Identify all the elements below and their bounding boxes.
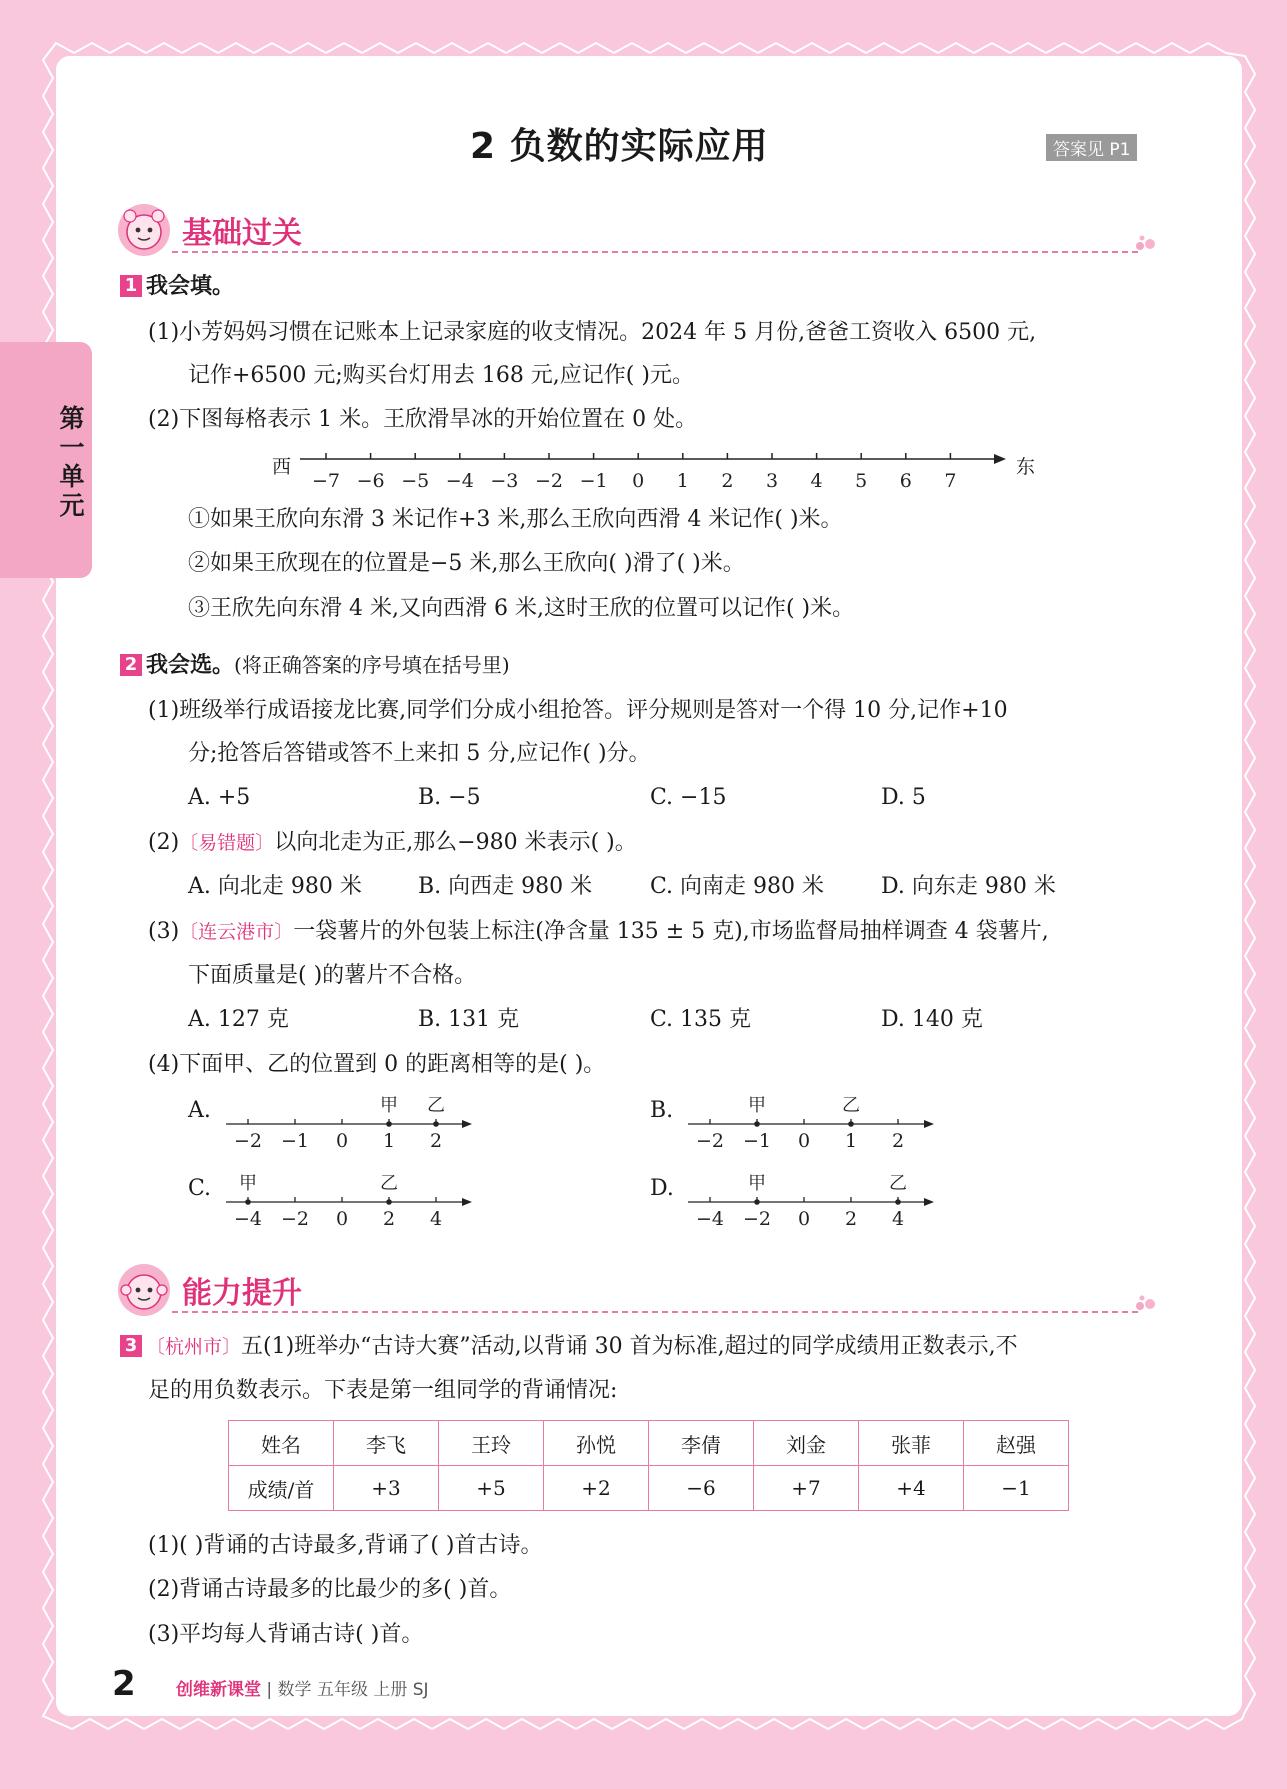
q3-line1: 3 〔杭州市〕五(1)班举办“古诗大赛”活动,以背诵 30 首为标准,超过的同学成绩用正数表示,不 xyxy=(120,1332,1018,1362)
q2-p3-line2: 下面质量是( )的薯片不合格。 xyxy=(188,963,477,988)
tag-hangzhou: 〔杭州市〕 xyxy=(146,1336,242,1358)
numline-tick-label: 6 xyxy=(899,470,912,492)
numline-tick-label: −3 xyxy=(490,470,519,492)
table-cell: +3 xyxy=(334,1466,439,1511)
axis-tick-label: 2 xyxy=(382,1208,396,1230)
q3-s2: (2)背诵古诗最多的比最少的多( )首。 xyxy=(148,1577,512,1602)
numline-tick-label: −7 xyxy=(311,470,341,492)
table-cell: 姓名 xyxy=(229,1421,334,1466)
numline-tick-label: 5 xyxy=(855,470,868,492)
section-title-basic: 基础过关 xyxy=(182,216,302,251)
axis-tick-label: −2 xyxy=(280,1208,310,1230)
point-label-yi: 乙 xyxy=(889,1173,907,1194)
q3-line2: 足的用负数表示。下表是第一组同学的背诵情况: xyxy=(148,1378,618,1403)
q2-p1-option-d: D. 5 xyxy=(881,785,926,810)
table-cell: +4 xyxy=(859,1466,964,1511)
axis-tick-label: 2 xyxy=(844,1208,858,1230)
point-yi xyxy=(895,1199,901,1205)
axis-arrow-icon xyxy=(924,1198,934,1206)
table-row xyxy=(229,1466,1069,1511)
section-divider-2 xyxy=(172,1311,1138,1313)
axis-tick-label: −2 xyxy=(233,1130,263,1152)
page-number: 2 xyxy=(112,1664,136,1704)
axis-tick-label: 4 xyxy=(429,1208,443,1230)
q1-s1: ①如果王欣向东滑 3 米记作+3 米,那么王欣向西滑 4 米记作( )米。 xyxy=(188,507,843,532)
axis-tick-label: −2 xyxy=(742,1208,772,1230)
score-table xyxy=(228,1420,1069,1511)
q1-p1-line1: (1)小芳妈妈习惯在记账本上记录家庭的收支情况。2024 年 5 月份,爸爸工资收入 6500 元, xyxy=(148,320,1037,345)
axis-tick-label: −2 xyxy=(695,1130,725,1152)
numline-tick-label: 3 xyxy=(765,470,779,492)
q1-s3: ③王欣先向东滑 4 米,又向西滑 6 米,这时王欣的位置可以记作( )米。 xyxy=(188,596,855,621)
axis-tick-label: 1 xyxy=(844,1130,858,1152)
q3-number: 3 xyxy=(120,1335,142,1357)
point-yi xyxy=(433,1121,439,1127)
table-cell: −1 xyxy=(964,1466,1069,1511)
q1-p2: (2)下图每格表示 1 米。王欣滑旱冰的开始位置在 0 处。 xyxy=(148,407,698,432)
point-jia xyxy=(754,1199,760,1205)
axis-tick-label: 0 xyxy=(797,1208,811,1230)
q2-p4-label-b: B. xyxy=(650,1098,674,1123)
point-label-yi: 乙 xyxy=(380,1173,398,1194)
point-jia xyxy=(754,1121,760,1127)
q2-p4-label-c: C. xyxy=(188,1176,212,1201)
table-row xyxy=(229,1421,1069,1466)
table-cell: 成绩/首 xyxy=(229,1466,334,1511)
axis-tick-label: 0 xyxy=(797,1130,811,1152)
numline-tick-label: −2 xyxy=(534,470,564,492)
axis-tick-label: 0 xyxy=(335,1130,349,1152)
table-cell: +5 xyxy=(439,1466,544,1511)
axis-arrow-icon xyxy=(924,1120,934,1128)
footer-info: 创维新课堂 | 数学 五年级 上册 SJ xyxy=(176,1680,429,1700)
table-cell: −6 xyxy=(649,1466,754,1511)
q2-p3-line1: (3)〔连云港市〕一袋薯片的外包装上标注(净含量 135 ± 5 克),市场监督局抽样调查 4 袋薯片, xyxy=(148,919,1049,944)
q2-p2-option-c: C. 向南走 980 米 xyxy=(650,874,825,899)
number-line-option-b xyxy=(688,1092,938,1158)
axis-arrow-icon xyxy=(462,1198,472,1206)
point-label-jia: 甲 xyxy=(748,1173,766,1194)
q2-p3-option-d: D. 140 克 xyxy=(881,1007,983,1032)
q2-p1-option-a: A. +5 xyxy=(188,785,251,810)
numline-tick-label: 7 xyxy=(944,470,957,492)
numline-tick-label: 1 xyxy=(676,470,689,492)
table-cell: 李飞 xyxy=(334,1421,439,1466)
axis-tick-label: −1 xyxy=(742,1130,772,1152)
mascot-icon-2 xyxy=(116,1262,172,1318)
q3-s3: (3)平均每人背诵古诗( )首。 xyxy=(148,1622,424,1647)
q2-p4-label-d: D. xyxy=(650,1176,674,1201)
q2-p1-option-b: B. −5 xyxy=(418,785,481,810)
table-cell: 刘金 xyxy=(754,1421,859,1466)
q2-p2-option-a: A. 向北走 980 米 xyxy=(188,874,362,899)
dots-decoration-icon xyxy=(1134,234,1160,254)
tag-easy-mistake: 〔易错题〕 xyxy=(179,832,275,854)
axis-tick-label: 0 xyxy=(335,1208,349,1230)
q2-p3-option-c: C. 135 克 xyxy=(650,1007,752,1032)
section-title-advanced: 能力提升 xyxy=(182,1276,302,1311)
point-jia xyxy=(245,1199,251,1205)
dots-decoration-icon-2 xyxy=(1134,1294,1160,1314)
q2-number: 2 xyxy=(120,654,142,676)
numline-tick-label: 4 xyxy=(810,470,823,492)
answer-reference: 答案见 P1 xyxy=(1046,134,1137,161)
q3-s1: (1)( )背诵的古诗最多,背诵了( )首古诗。 xyxy=(148,1533,543,1558)
numline-tick-label: 0 xyxy=(632,470,645,492)
q1-s2: ②如果王欣现在的位置是−5 米,那么王欣向( )滑了( )米。 xyxy=(188,551,745,576)
q2-p3-option-a: A. 127 克 xyxy=(188,1007,289,1032)
q1-p1-line2: 记作+6500 元;购买台灯用去 168 元,应记作( )元。 xyxy=(188,363,694,388)
numline-tick-label: 2 xyxy=(721,470,734,492)
axis-tick-label: −4 xyxy=(695,1208,725,1230)
q1-heading: 1 我会填。 xyxy=(120,272,234,302)
table-cell: 李倩 xyxy=(649,1421,754,1466)
table-cell: 张菲 xyxy=(859,1421,964,1466)
number-line-option-d xyxy=(688,1170,938,1236)
page-title: 2 负数的实际应用 xyxy=(470,126,769,167)
axis-tick-label: −1 xyxy=(280,1130,310,1152)
q2-p1-line1: (1)班级举行成语接龙比赛,同学们分成小组抢答。评分规则是答对一个得 10 分,记作+10 xyxy=(148,698,1008,723)
axis-tick-label: 1 xyxy=(382,1130,396,1152)
q2-heading: 2 我会选。(将正确答案的序号填在括号里) xyxy=(120,650,510,681)
numline-west-label: 西 xyxy=(272,456,292,478)
q2-p1-line2: 分;抢答后答错或答不上来扣 5 分,应记作( )分。 xyxy=(188,741,651,766)
mascot-icon xyxy=(116,202,172,258)
axis-tick-label: 2 xyxy=(891,1130,905,1152)
unit-label: 第一单元 xyxy=(59,404,85,520)
point-label-jia: 甲 xyxy=(380,1095,398,1116)
numline-tick-label: −5 xyxy=(401,470,430,492)
point-label-yi: 乙 xyxy=(842,1095,860,1116)
table-cell: +2 xyxy=(544,1466,649,1511)
numline-east-label: 东 xyxy=(1016,456,1036,478)
q2-p1-option-c: C. −15 xyxy=(650,785,727,810)
table-cell: 赵强 xyxy=(964,1421,1069,1466)
section-divider xyxy=(172,251,1138,253)
axis-arrow-icon xyxy=(462,1120,472,1128)
number-line-option-c xyxy=(226,1170,476,1236)
q2-p2-option-d: D. 向东走 980 米 xyxy=(881,874,1056,899)
q1-number: 1 xyxy=(120,275,142,297)
axis-tick-label: −4 xyxy=(233,1208,263,1230)
q2-p2-option-b: B. 向西走 980 米 xyxy=(418,874,593,899)
table-cell: 王玲 xyxy=(439,1421,544,1466)
point-label-yi: 乙 xyxy=(427,1095,445,1116)
number-line-option-a xyxy=(226,1092,476,1158)
numline-tick-label: −1 xyxy=(579,470,608,492)
numline-tick-label: −6 xyxy=(356,470,385,492)
q2-p4: (4)下面甲、乙的位置到 0 的距离相等的是( )。 xyxy=(148,1052,606,1077)
table-cell: +7 xyxy=(754,1466,859,1511)
axis-tick-label: 2 xyxy=(429,1130,443,1152)
brand-name: 创维新课堂 xyxy=(176,1680,261,1700)
point-label-jia: 甲 xyxy=(239,1173,257,1194)
tag-city: 〔连云港市〕 xyxy=(179,921,294,943)
numline-tick-label: −4 xyxy=(445,470,474,492)
point-jia xyxy=(386,1121,392,1127)
q2-p2: (2)〔易错题〕以向北走为正,那么−980 米表示( )。 xyxy=(148,830,637,855)
point-yi xyxy=(386,1199,392,1205)
axis-tick-label: 4 xyxy=(891,1208,905,1230)
point-label-jia: 甲 xyxy=(748,1095,766,1116)
q2-p3-option-b: B. 131 克 xyxy=(418,1007,520,1032)
number-line-main xyxy=(300,448,1010,498)
q2-p4-label-a: A. xyxy=(188,1098,211,1123)
point-yi xyxy=(848,1121,854,1127)
table-cell: 孙悦 xyxy=(544,1421,649,1466)
